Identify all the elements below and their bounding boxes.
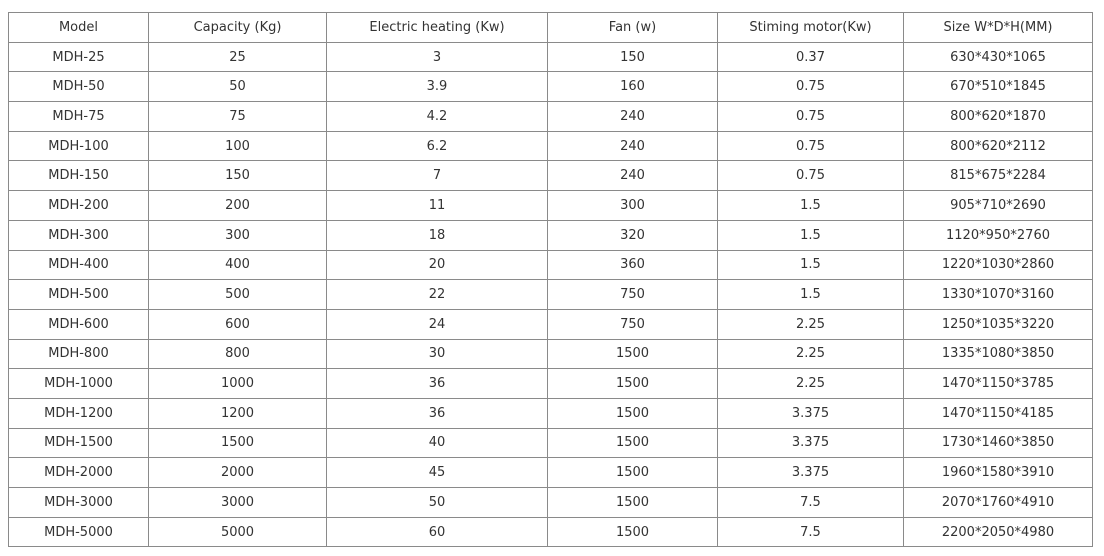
stirring-motor-cell: 2.25 bbox=[718, 339, 904, 369]
model-cell: MDH-3000 bbox=[9, 488, 149, 518]
size-cell: 1220*1030*2860 bbox=[904, 250, 1093, 280]
table-row bbox=[9, 458, 1093, 488]
fan-cell: 300 bbox=[548, 191, 718, 221]
size-cell: 2200*2050*4980 bbox=[904, 517, 1093, 547]
table-row bbox=[9, 131, 1093, 161]
fan-cell: 240 bbox=[548, 102, 718, 132]
table-row bbox=[9, 42, 1093, 72]
header-model: Model bbox=[9, 13, 149, 43]
size-cell: 1250*1035*3220 bbox=[904, 309, 1093, 339]
model-cell: MDH-50 bbox=[9, 72, 149, 102]
capacity-cell: 50 bbox=[149, 72, 327, 102]
fan-cell: 1500 bbox=[548, 428, 718, 458]
capacity-cell: 2000 bbox=[149, 458, 327, 488]
size-cell: 815*675*2284 bbox=[904, 161, 1093, 191]
model-cell: MDH-300 bbox=[9, 220, 149, 250]
table-row bbox=[9, 309, 1093, 339]
model-cell: MDH-800 bbox=[9, 339, 149, 369]
table-row bbox=[9, 398, 1093, 428]
stirring-motor-cell: 3.375 bbox=[718, 428, 904, 458]
size-cell: 1470*1150*3785 bbox=[904, 369, 1093, 399]
model-cell: MDH-2000 bbox=[9, 458, 149, 488]
model-cell: MDH-1000 bbox=[9, 369, 149, 399]
table-row bbox=[9, 191, 1093, 221]
stirring-motor-cell: 3.375 bbox=[718, 458, 904, 488]
size-cell: 1960*1580*3910 bbox=[904, 458, 1093, 488]
fan-cell: 320 bbox=[548, 220, 718, 250]
size-cell: 800*620*1870 bbox=[904, 102, 1093, 132]
capacity-cell: 600 bbox=[149, 309, 327, 339]
table-row bbox=[9, 250, 1093, 280]
capacity-cell: 300 bbox=[149, 220, 327, 250]
model-cell: MDH-200 bbox=[9, 191, 149, 221]
stirring-motor-cell: 3.375 bbox=[718, 398, 904, 428]
header-capacity: Capacity (Kg) bbox=[149, 13, 327, 43]
fan-cell: 1500 bbox=[548, 369, 718, 399]
capacity-cell: 500 bbox=[149, 280, 327, 310]
spec-table bbox=[8, 12, 1093, 547]
capacity-cell: 3000 bbox=[149, 488, 327, 518]
capacity-cell: 1500 bbox=[149, 428, 327, 458]
electric-heating-cell: 45 bbox=[327, 458, 548, 488]
model-cell: MDH-400 bbox=[9, 250, 149, 280]
table-row bbox=[9, 220, 1093, 250]
size-cell: 1330*1070*3160 bbox=[904, 280, 1093, 310]
stirring-motor-cell: 7.5 bbox=[718, 488, 904, 518]
header-electric-heating: Electric heating (Kw) bbox=[327, 13, 548, 43]
model-cell: MDH-1200 bbox=[9, 398, 149, 428]
electric-heating-cell: 6.2 bbox=[327, 131, 548, 161]
stirring-motor-cell: 7.5 bbox=[718, 517, 904, 547]
fan-cell: 750 bbox=[548, 309, 718, 339]
model-cell: MDH-600 bbox=[9, 309, 149, 339]
electric-heating-cell: 60 bbox=[327, 517, 548, 547]
size-cell: 1335*1080*3850 bbox=[904, 339, 1093, 369]
stirring-motor-cell: 0.37 bbox=[718, 42, 904, 72]
table-row bbox=[9, 102, 1093, 132]
capacity-cell: 5000 bbox=[149, 517, 327, 547]
fan-cell: 1500 bbox=[548, 517, 718, 547]
electric-heating-cell: 36 bbox=[327, 398, 548, 428]
electric-heating-cell: 3 bbox=[327, 42, 548, 72]
model-cell: MDH-500 bbox=[9, 280, 149, 310]
capacity-cell: 800 bbox=[149, 339, 327, 369]
electric-heating-cell: 4.2 bbox=[327, 102, 548, 132]
stirring-motor-cell: 0.75 bbox=[718, 161, 904, 191]
electric-heating-cell: 3.9 bbox=[327, 72, 548, 102]
electric-heating-cell: 36 bbox=[327, 369, 548, 399]
electric-heating-cell: 20 bbox=[327, 250, 548, 280]
table-row bbox=[9, 428, 1093, 458]
stirring-motor-cell: 1.5 bbox=[718, 220, 904, 250]
size-cell: 670*510*1845 bbox=[904, 72, 1093, 102]
electric-heating-cell: 7 bbox=[327, 161, 548, 191]
stirring-motor-cell: 2.25 bbox=[718, 369, 904, 399]
electric-heating-cell: 40 bbox=[327, 428, 548, 458]
fan-cell: 1500 bbox=[548, 339, 718, 369]
stirring-motor-cell: 1.5 bbox=[718, 250, 904, 280]
size-cell: 1470*1150*4185 bbox=[904, 398, 1093, 428]
capacity-cell: 1200 bbox=[149, 398, 327, 428]
capacity-cell: 25 bbox=[149, 42, 327, 72]
electric-heating-cell: 30 bbox=[327, 339, 548, 369]
table-row bbox=[9, 488, 1093, 518]
stirring-motor-cell: 1.5 bbox=[718, 280, 904, 310]
electric-heating-cell: 18 bbox=[327, 220, 548, 250]
model-cell: MDH-25 bbox=[9, 42, 149, 72]
header-fan: Fan (w) bbox=[548, 13, 718, 43]
fan-cell: 1500 bbox=[548, 398, 718, 428]
header-stirring-motor: Stiming motor(Kw) bbox=[718, 13, 904, 43]
fan-cell: 1500 bbox=[548, 458, 718, 488]
model-cell: MDH-75 bbox=[9, 102, 149, 132]
table-row bbox=[9, 161, 1093, 191]
model-cell: MDH-100 bbox=[9, 131, 149, 161]
fan-cell: 150 bbox=[548, 42, 718, 72]
model-cell: MDH-150 bbox=[9, 161, 149, 191]
electric-heating-cell: 11 bbox=[327, 191, 548, 221]
model-cell: MDH-5000 bbox=[9, 517, 149, 547]
fan-cell: 160 bbox=[548, 72, 718, 102]
size-cell: 1120*950*2760 bbox=[904, 220, 1093, 250]
electric-heating-cell: 50 bbox=[327, 488, 548, 518]
size-cell: 905*710*2690 bbox=[904, 191, 1093, 221]
table-row bbox=[9, 72, 1093, 102]
fan-cell: 750 bbox=[548, 280, 718, 310]
table-row bbox=[9, 339, 1093, 369]
stirring-motor-cell: 0.75 bbox=[718, 72, 904, 102]
stirring-motor-cell: 0.75 bbox=[718, 102, 904, 132]
electric-heating-cell: 22 bbox=[327, 280, 548, 310]
electric-heating-cell: 24 bbox=[327, 309, 548, 339]
table-header-row bbox=[9, 13, 1093, 43]
capacity-cell: 1000 bbox=[149, 369, 327, 399]
capacity-cell: 100 bbox=[149, 131, 327, 161]
size-cell: 630*430*1065 bbox=[904, 42, 1093, 72]
table-row bbox=[9, 369, 1093, 399]
size-cell: 1730*1460*3850 bbox=[904, 428, 1093, 458]
capacity-cell: 150 bbox=[149, 161, 327, 191]
stirring-motor-cell: 1.5 bbox=[718, 191, 904, 221]
table-body bbox=[9, 42, 1093, 547]
fan-cell: 240 bbox=[548, 161, 718, 191]
table-row bbox=[9, 517, 1093, 547]
capacity-cell: 400 bbox=[149, 250, 327, 280]
stirring-motor-cell: 2.25 bbox=[718, 309, 904, 339]
fan-cell: 240 bbox=[548, 131, 718, 161]
capacity-cell: 200 bbox=[149, 191, 327, 221]
stirring-motor-cell: 0.75 bbox=[718, 131, 904, 161]
header-size: Size W*D*H(MM) bbox=[904, 13, 1093, 43]
size-cell: 800*620*2112 bbox=[904, 131, 1093, 161]
size-cell: 2070*1760*4910 bbox=[904, 488, 1093, 518]
capacity-cell: 75 bbox=[149, 102, 327, 132]
fan-cell: 1500 bbox=[548, 488, 718, 518]
fan-cell: 360 bbox=[548, 250, 718, 280]
model-cell: MDH-1500 bbox=[9, 428, 149, 458]
table-row bbox=[9, 280, 1093, 310]
